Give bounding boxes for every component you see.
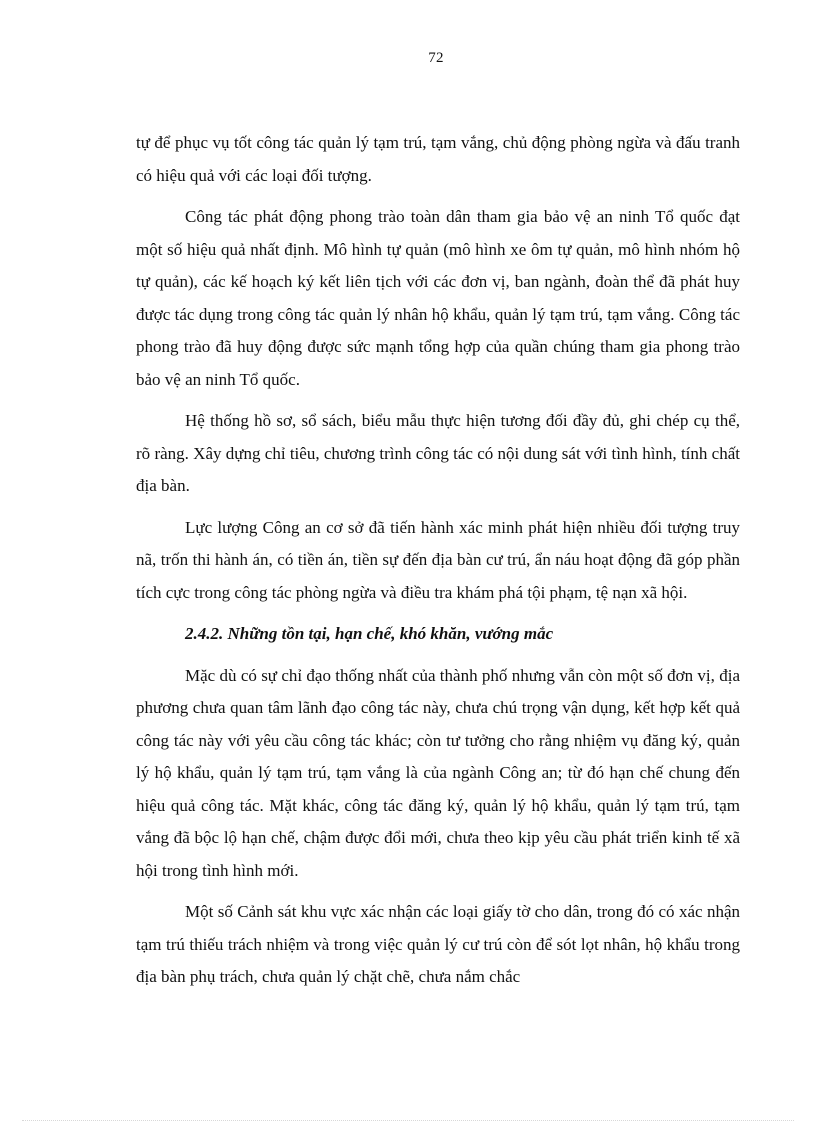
paragraph-records-system: Hệ thống hồ sơ, sổ sách, biểu mẫu thực hiện tương đối đầy đủ, ghi chép cụ thể, rõ ràng. Xây dựng chỉ tiêu, chương trình công tác có nội dung sát với tình hình, tính chất địa bàn.	[136, 411, 740, 495]
page-number: 72	[428, 50, 444, 66]
paragraph-area-police: Một số Cảnh sát khu vực xác nhận các loại giấy tờ cho dân, trong đó có xác nhận tạm trú thiếu trách nhiệm và trong việc quản lý cư trú còn để sót lọt nhân, hộ khẩu trong địa bàn phụ trách, chưa quản lý chặt chẽ, chưa nắm chắc	[136, 902, 740, 986]
paragraph-movement-campaign: Công tác phát động phong trào toàn dân tham gia bảo vệ an ninh Tổ quốc đạt một số hiệu quả nhất định. Mô hình tự quản (mô hình xe ôm tự quản, mô hình nhóm hộ tự quản), các kế hoạch ký kết liên tịch với các đơn vị, ban ngành, đoàn thể đã phát huy được tác dụng trong công tác quản lý nhân hộ khẩu, quản lý tạm trú, tạm vắng. Công tác phong trào đã huy động được sức mạnh tổng hợp của quần chúng tham gia phong trào bảo vệ an ninh Tổ quốc.	[136, 207, 740, 389]
paragraph-continuation: tự để phục vụ tốt công tác quản lý tạm trú, tạm vắng, chủ động phòng ngừa và đấu tranh có hiệu quả với các loại đối tượng.	[136, 133, 740, 185]
paragraph-police-verification: Lực lượng Công an cơ sở đã tiến hành xác minh phát hiện nhiều đối tượng truy nã, trốn thi hành án, có tiền án, tiền sự đến địa bàn cư trú, ẩn náu hoạt động đã góp phần tích cực trong công tác phòng ngừa và điều tra khám phá tội phạm, tệ nạn xã hội.	[136, 517, 740, 602]
section-heading: 2.4.2. Những tồn tại, hạn chế, khó khăn, vướng mắc	[185, 624, 554, 643]
document-body	[136, 127, 740, 1003]
page-bottom-divider	[22, 1120, 794, 1121]
paragraph-limitations: Mặc dù có sự chỉ đạo thống nhất của thành phố nhưng vẫn còn một số đơn vị, địa phương chưa quan tâm lãnh đạo công tác này, chưa chú trọng vận dụng, kết hợp kết quả công tác này với yêu cầu công tác khác; còn tư tưởng cho rằng nhiệm vụ đăng ký, quản lý hộ khẩu, quản lý tạm trú, tạm vắng là của ngành Công an; từ đó hạn chế chung đến hiệu quả công tác. Mặt khác, công tác đăng ký, quản lý hộ khẩu, quản lý tạm trú, tạm vắng đã bộc lộ hạn chế, chậm được đổi mới, chưa theo kịp yêu cầu phát triển kinh tế xã hội trong tình hình mới.	[136, 665, 740, 880]
